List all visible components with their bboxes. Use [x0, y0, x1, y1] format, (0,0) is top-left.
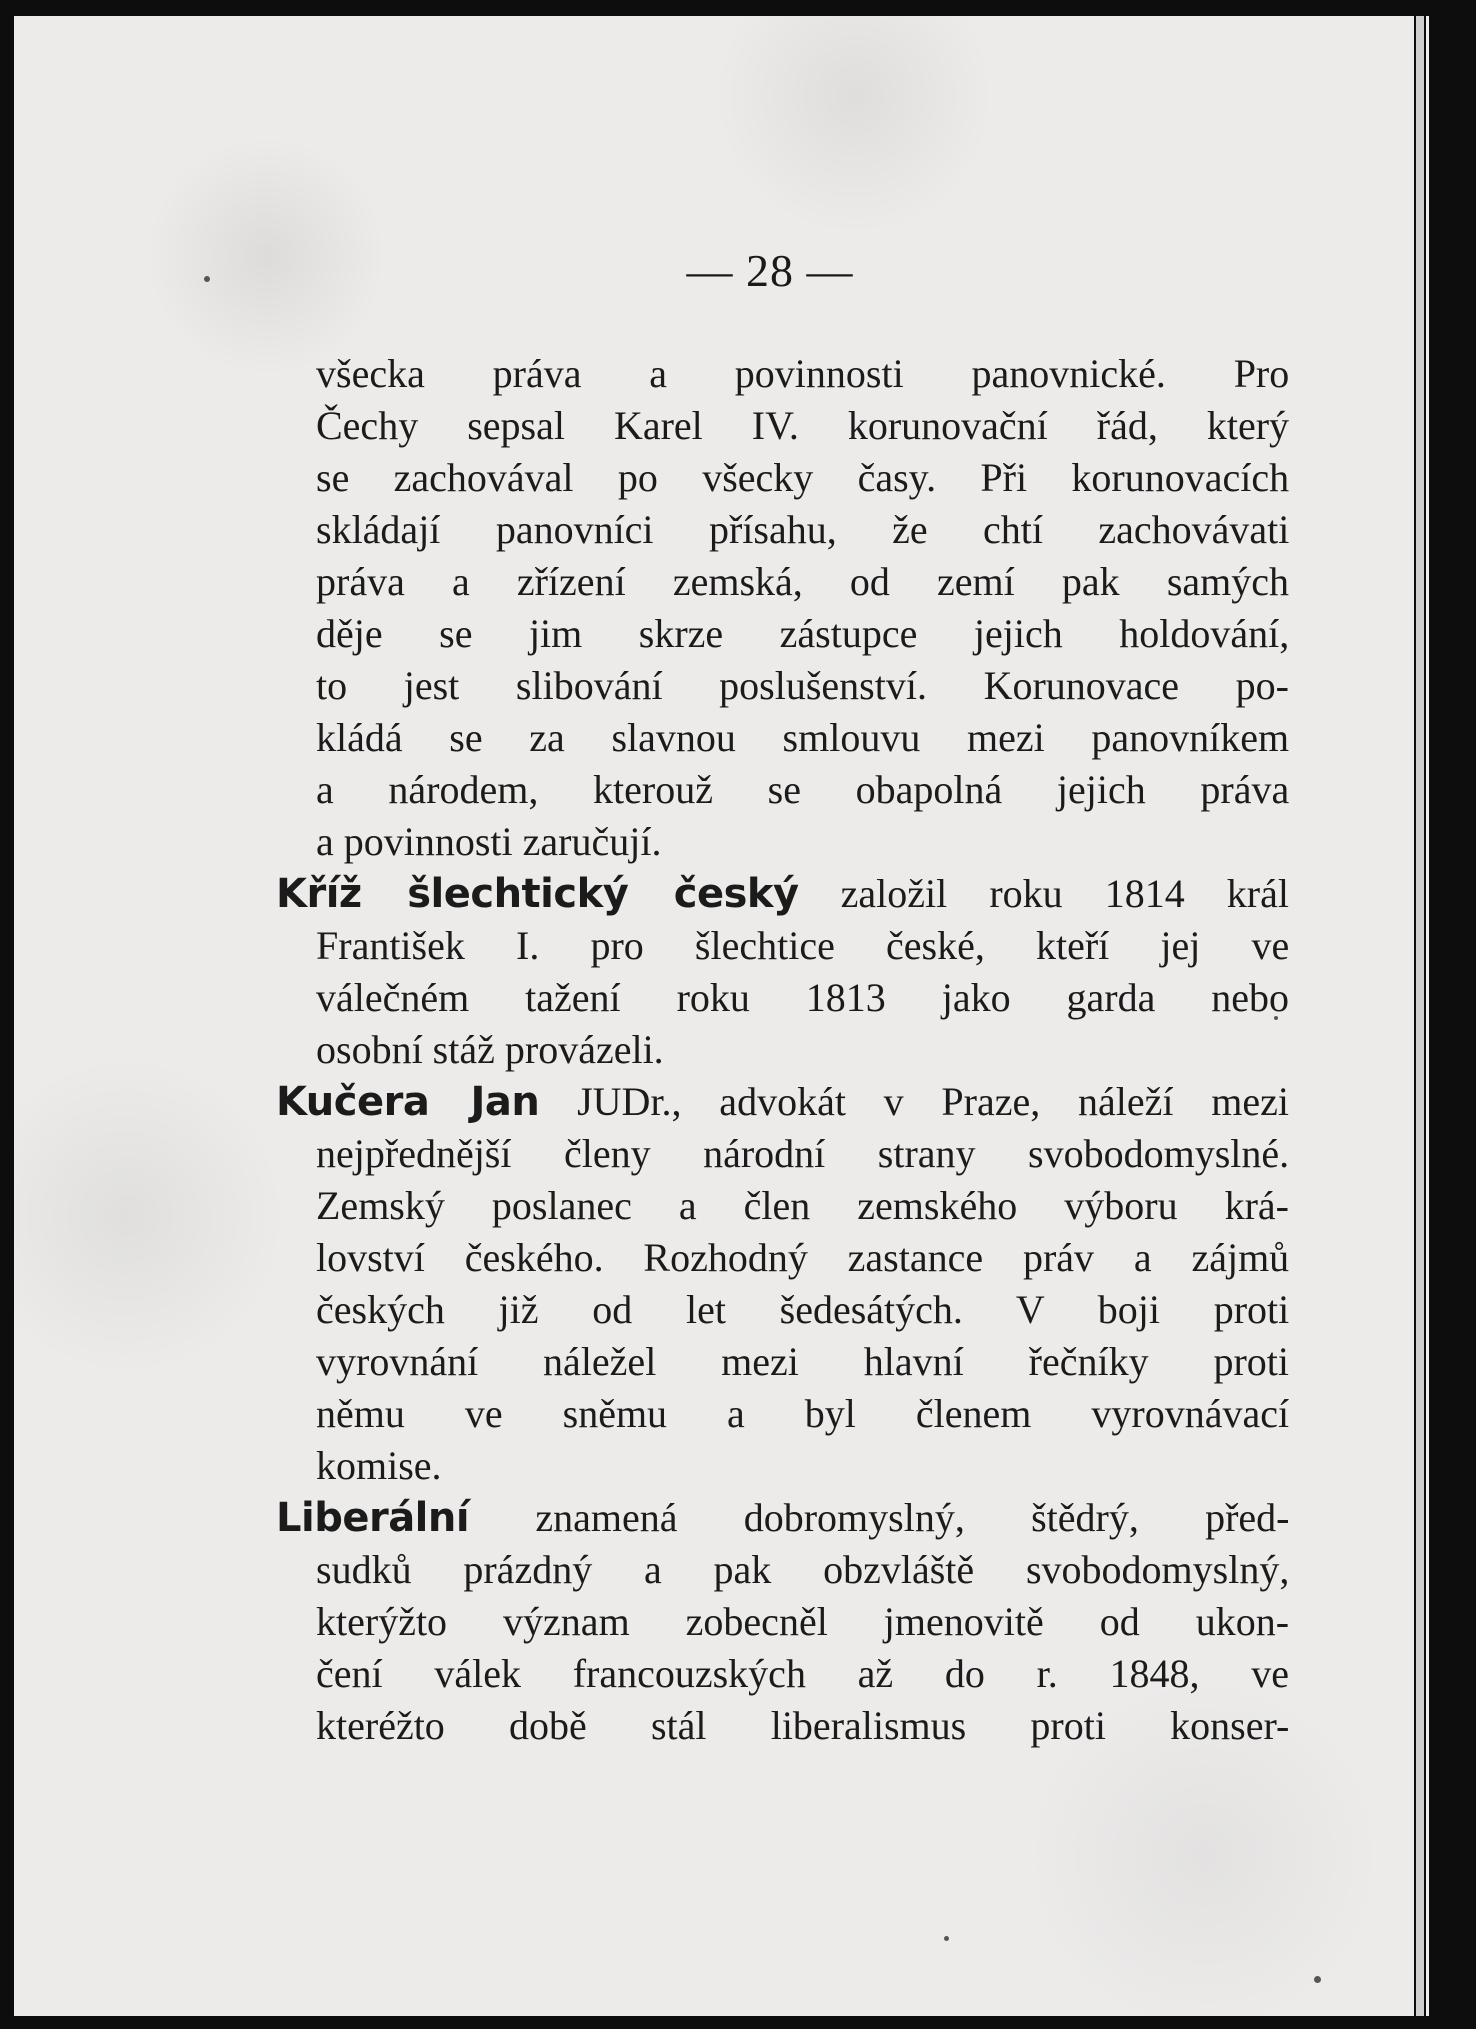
text-line: čení válek francouzských až do r. 1848, ve: [316, 1651, 1289, 1696]
text-line: Čechy sepsal Karel IV. korunovační řád, který: [316, 403, 1290, 448]
text-line: Zemský poslanec a člen zemského výboru krá-: [316, 1183, 1289, 1228]
text-line: lovství českého. Rozhodný zastance práv a zájmů: [316, 1235, 1290, 1280]
text-line: a národem, kterouž se obapolná jejich práva: [316, 767, 1290, 812]
entry-first-line-text: založil roku 1814 král: [798, 871, 1289, 916]
text-line: vyrovnání náležel mezi hlavní řečníky proti: [316, 1339, 1289, 1384]
text-line: kládá se za slavnou smlouvu mezi panovníkem: [316, 715, 1290, 760]
intro-paragraph: [316, 348, 1289, 868]
text-line: práva a zřízení zemská, od zemí pak samých: [316, 559, 1290, 604]
page-text: [276, 348, 1290, 1752]
text-line: všecka práva a povinnosti panovnické. Pro: [316, 351, 1290, 396]
ink-speck: [944, 1936, 949, 1941]
text-line: a povinnosti zaručují.: [316, 819, 662, 864]
entry-first-line-text: znamená dobromyslný, štědrý, před-: [469, 1495, 1290, 1540]
entry-first-line-text: JUDr., advokát v Praze, náleží mezi: [539, 1079, 1289, 1124]
text-line: válečném tažení roku 1813 jako garda nebo: [316, 975, 1289, 1020]
text-line: to jest slibování poslušenství. Korunovace po-: [316, 663, 1289, 708]
text-line: kterýžto význam zobecněl jmenovitě od ukon-: [316, 1599, 1290, 1644]
entry-liberalni: [276, 1492, 1290, 1752]
ink-speck: [1314, 1976, 1321, 1983]
entry-first-line: [276, 1076, 1289, 1128]
entry-first-line: [276, 868, 1289, 920]
entry-headword: Liberální: [276, 1495, 470, 1541]
text-line: František I. pro šlechtice české, kteří jej ve: [316, 923, 1290, 968]
text-line: němu ve sněmu a byl členem vyrovnávací: [316, 1391, 1290, 1436]
page-right-line: [1426, 16, 1429, 2016]
entry-first-line: [276, 1492, 1289, 1544]
text-line: skládají panovníci přísahu, že chtí zachovávati: [316, 507, 1290, 552]
text-line: nejpřednější členy národní strany svobodomyslné.: [316, 1131, 1290, 1176]
entry-headword: Kučera Jan: [276, 1079, 540, 1125]
text-line: sudků prázdný a pak obzvláště svobodomyslný,: [316, 1547, 1290, 1592]
page-right-edge: [1416, 16, 1424, 2016]
text-line: se zachovával po všecky časy. Při korunovacích: [316, 455, 1290, 500]
entry-kriz-slechticky: [276, 868, 1290, 1076]
text-line: osobní stáž provázeli.: [316, 1027, 664, 1072]
text-line: českých již od let šedesátých. V boji proti: [316, 1287, 1290, 1332]
entry-kucera-jan: [276, 1076, 1290, 1492]
page-number: — 28 —: [686, 245, 854, 296]
text-line: děje se jim skrze zástupce jejich holdování,: [316, 611, 1290, 656]
text-line: komise.: [316, 1443, 442, 1488]
text-line: kteréžto době stál liberalismus proti konser-: [316, 1703, 1290, 1748]
entry-headword: Kříž šlechtický český: [276, 871, 799, 917]
